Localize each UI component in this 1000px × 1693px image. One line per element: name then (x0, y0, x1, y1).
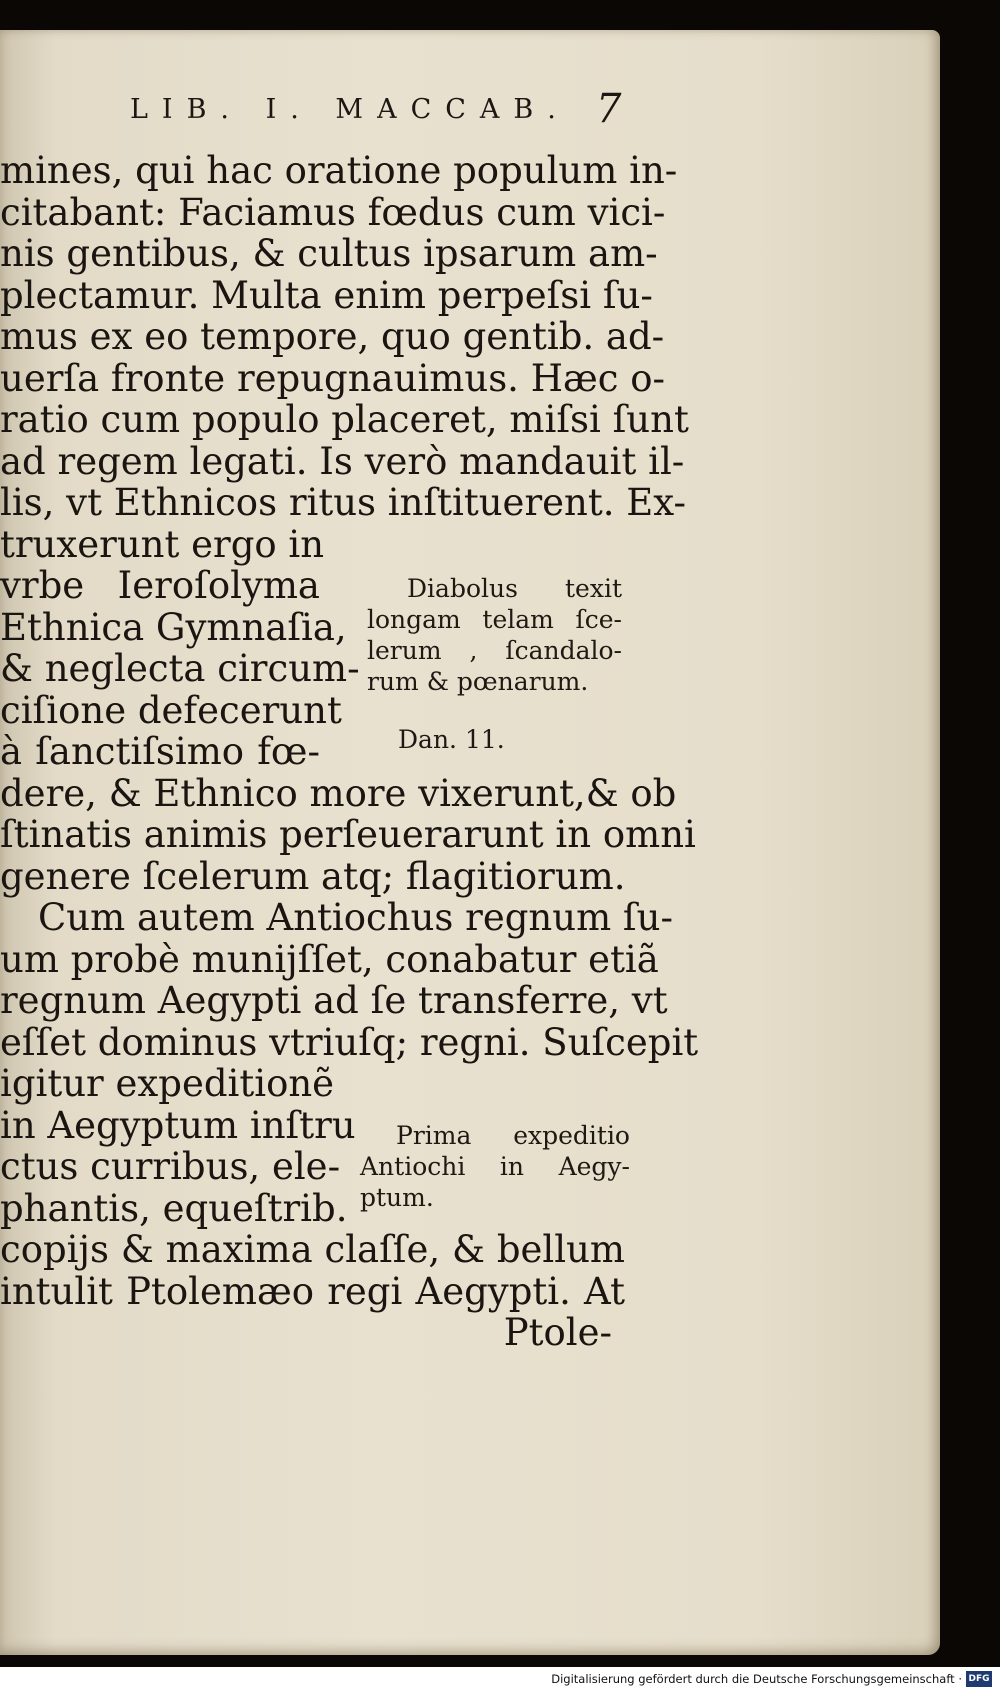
text-line: um probè munijſſet, conabatur etiã (0, 937, 659, 981)
digitization-footer (0, 1667, 1000, 1693)
text-line: citabant: Faciamus fœdus cum vici- (0, 190, 666, 234)
text-line: mines, qui hac oratione populum in- (0, 149, 678, 192)
note-line: ptum. (360, 1183, 434, 1212)
book-page (0, 30, 940, 1655)
text-line: ratio cum populo placeret, miſsi ſunt (0, 398, 689, 441)
text-line: plectamur. Multa enim perpeſsi ſu- (0, 273, 653, 317)
dfg-logo-icon: DFG (966, 1671, 992, 1687)
footer-credit: Digitalisierung gefördert durch die Deutsche Forschungsgemeinschaft · (551, 1672, 962, 1686)
note-line: longam telam ſce- (367, 605, 622, 634)
text-line: nis gentibus, & cultus ipsarum am- (0, 232, 658, 275)
note-line: rum & pœnarum. (367, 667, 589, 696)
text-line: intulit Ptolemæo regi Aegypti. At (0, 1269, 625, 1313)
note-line: Antiochi in Aegy- (360, 1152, 630, 1181)
text-line: Ethnica Gymnaſia, (0, 605, 347, 649)
text-line: ad regem legati. Is verò mandauit il- (0, 439, 685, 483)
running-title: LIB. I. MACCAB. (130, 94, 570, 125)
marginal-note-devil (367, 573, 622, 697)
text-line: Cum autem Antiochus regnum ſu- (38, 896, 673, 939)
note-line: Diabolus texit (407, 574, 622, 603)
catchword: Ptole- (503, 1311, 612, 1354)
text-line: & neglecta circum- (0, 647, 360, 690)
note-line: lerum , ſcandalo- (367, 636, 622, 665)
text-line: à ſanctiſsimo fœ- (0, 730, 320, 773)
text-line: truxerunt ergo in (0, 522, 325, 566)
text-line: eſſet dominus vtriuſq; regni. Suſcepit (0, 1020, 699, 1064)
text-line: genere ſcelerum atq; flagitiorum. (0, 854, 626, 898)
text-line: igitur expeditionẽ (0, 1062, 335, 1105)
text-line: mus ex eo tempore, quo gentib. ad- (0, 315, 665, 358)
text-line: phantis, equeſtrib. (0, 1186, 348, 1230)
text-line: ctus curribus, ele- (0, 1145, 341, 1188)
marginal-note-expedition (360, 1120, 630, 1213)
text-line: lis, vt Ethnicos ritus inſtituerent. Ex- (0, 481, 686, 524)
text-line: copijs & maxima claſſe, & bellum (0, 1228, 625, 1271)
text-line: dere, & Ethnico more vixerunt,& ob (0, 771, 677, 815)
page-number: 7 (596, 86, 622, 132)
text-line: ciſione defecerunt (0, 688, 342, 732)
text-line: uerſa fronte repugnauimus. Hæc o- (0, 356, 666, 400)
note-line: Prima expeditio (396, 1121, 630, 1150)
text-line: ſtinatis animis perſeuerarunt in omni (0, 813, 696, 856)
text-line: regnum Aegypti ad ſe transferre, vt (0, 979, 668, 1022)
text-line: vrbe Ieroſolyma (0, 564, 320, 607)
page-header (130, 88, 630, 138)
marginal-reference: Dan. 11. (398, 725, 505, 754)
text-line: in Aegyptum inſtru (0, 1103, 356, 1147)
